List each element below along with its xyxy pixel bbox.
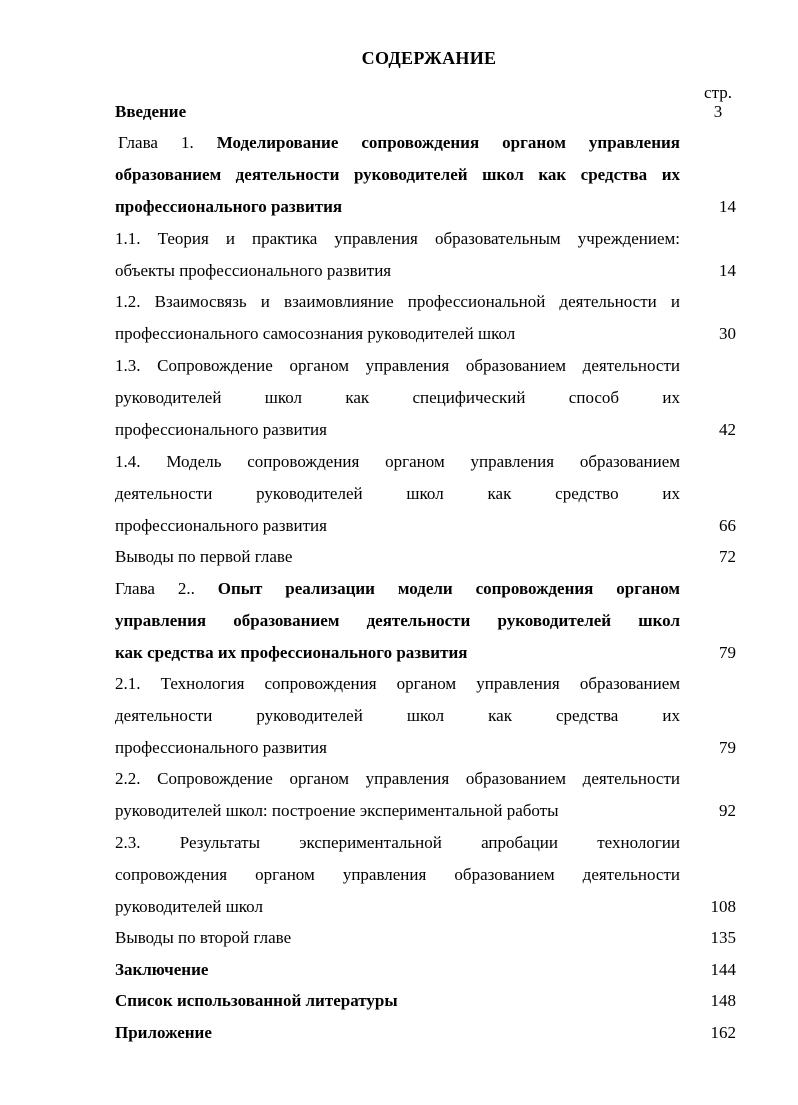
toc-entry-line: Заключение [115,960,209,979]
toc-entry-line: руководителей школ [115,897,263,916]
toc-page-number: 42 [719,420,736,439]
toc-entry-line: 1.1. Теория и практика управления образовательным учреждением: [115,229,680,248]
page-title: СОДЕРЖАНИЕ [361,48,497,68]
toc-page-number: 148 [710,991,736,1010]
toc-entry-line: образованием деятельности руководителей школ как средства их [115,165,680,184]
toc-entry-line: 1.3. Сопровождение органом управления образованием деятельности [115,356,680,375]
toc-page-number: 79 [719,643,736,662]
toc-entry-line: 1.2. Взаимосвязь и взаимовлияние профессиональной деятельности и [115,292,680,311]
toc-page-number: 108 [710,897,736,916]
toc-entry-line: Список использованной литературы [115,991,398,1010]
toc-entry-line: Выводы по второй главе [115,928,292,947]
toc-page-number: 14 [719,197,736,216]
toc-page-number: 135 [710,928,736,947]
toc-entry-line: как средства их профессионального развития [115,643,468,662]
chapter-title: Опыт реализации модели сопровождения органом [217,579,680,598]
toc-entry-line: сопровождения органом управления образованием деятельности [115,865,680,884]
toc-entry-line: профессионального развития [115,197,343,216]
toc-entry-line: руководителей школ: построение экспериментальной работы [115,801,559,820]
toc-entry-line: профессионального самосознания руководителей школ [115,324,516,343]
toc-entry-line: профессионального развития [115,516,327,535]
toc-entry-line: деятельности руководителей школ как средство их [115,484,680,503]
toc-entry-line: Введение [115,102,187,121]
chapter-label: Глава 2.. [115,579,218,598]
chapter-title: Моделирование сопровождения органом управления [216,133,680,152]
toc-entry-line: деятельности руководителей школ как средства их [115,706,680,725]
toc-page-number: 144 [710,960,736,979]
toc-entry-line: профессионального развития [115,420,327,439]
toc-page-number: 72 [719,547,736,566]
toc-entry-line: управления образованием деятельности руководителей школ [115,611,680,630]
toc-page-number: 66 [719,516,736,535]
chapter-label: Глава 1. [118,133,217,152]
page-column-label: стр. [704,83,732,102]
toc-entry-line: объекты профессионального развития [115,261,392,280]
toc-page-number: 3 [713,102,723,121]
toc-page-number: 79 [719,738,736,757]
toc-entry-line: 2.3. Результаты экспериментальной апробации технологии [115,833,680,852]
toc-entry-line: руководителей школ как специфический способ их [115,388,680,407]
toc-entry-line: 2.1. Технология сопровождения органом управления образованием [115,674,680,693]
toc-entry-line [118,131,680,155]
toc-page-number: 14 [719,261,736,280]
toc-entry-line: 2.2. Сопровождение органом управления образованием деятельности [115,769,680,788]
toc-entry-line [115,577,680,601]
toc-page-number: 162 [710,1023,736,1042]
toc-entry-line: Выводы по первой главе [115,547,293,566]
toc-entry-line: 1.4. Модель сопровождения органом управления образованием [115,452,680,471]
toc-page-number: 92 [719,801,736,820]
toc-entry-line: профессионального развития [115,738,327,757]
toc-entry-line: Приложение [115,1023,212,1042]
toc-page-number: 30 [719,324,736,343]
